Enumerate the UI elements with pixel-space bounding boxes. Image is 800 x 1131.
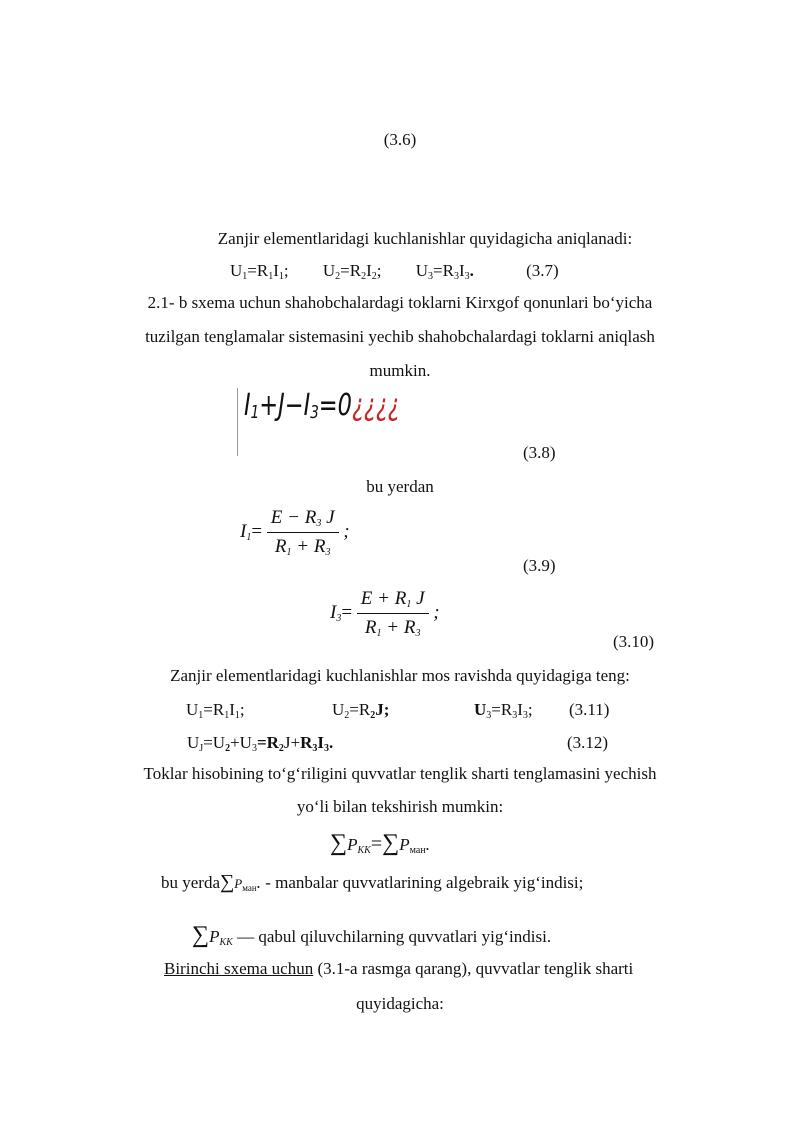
paragraph-line: quyidagicha: [356,994,444,1013]
paragraph-line: bu yerdan [366,477,434,496]
consumers-definition: $\sum P_{KK}$ — qabul qiluvchilarning quvvatlari yig‘indisi. [192,922,552,948]
paragraph-line: 2.1- b sxema uchun shahobchalardagi toklarni Kirxgof qonunlari bo‘yicha [147,293,653,312]
equation-3-12: $U_J=U_2+U_3=R_2J+R_3I_3$. (3.12) [187,733,609,754]
equation-3-10: $I_3=$ $\frac{E + R_1 J}{R_1 + R_3}$ ; [330,588,440,639]
equation-3-8: $I_1+J-I_3=0¿¿¿¿$ [237,388,452,456]
equation-3-11: $U_1=R_1I_1$; $U_2=R_2J$; $U_3=R_3I_3$; (3.11) [186,700,610,721]
equation-3-9: $I_1=$ $\frac{E - R_3 J}{R_1 + R_3}$ ; [240,507,350,558]
equation-number-3-9: (3.9) [523,556,556,575]
paragraph-line: Toklar hisobining to‘g‘riligini quvvatlar tenglik sharti tenglamasini yechish [143,764,657,783]
power-balance-equation: $\sum P_{KK}=\sum P_{ман}$. [330,830,430,856]
paragraph-line: yo‘li bilan tekshirish mumkin: [296,797,504,816]
equation-number-3-8: (3.8) [523,443,556,462]
paragraph-line: tuzilgan tenglamalar sistemasini yechib shahobchalardagi toklarni aniqlash [145,327,655,346]
paragraph-line: Zanjir elementlaridagi kuchlanishlar quyidagicha aniqlanadi: [217,229,633,248]
voltage-equations-3-7: $U_1=R_1I_1$; $U_2=R_2I_2$; $U_3=R_3I_3$. (3.7) [230,261,559,282]
equation-number-3-10: (3.10) [613,632,655,651]
paragraph-line: Birinchi sxema uchun (3.1-a rasmga qarang), quvvatlar tenglik sharti [164,959,634,978]
paragraph-line: Zanjir elementlaridagi kuchlanishlar mos ravishda quyidagiga teng: [170,666,630,685]
sources-definition: bu $yerda\sum P_{ман}$. - manbalar quvvatlarining algebraik yig‘indisi; [161,871,584,893]
equation-number-3-6: (3.6) [383,130,417,149]
paragraph-line: mumkin. [369,361,431,380]
